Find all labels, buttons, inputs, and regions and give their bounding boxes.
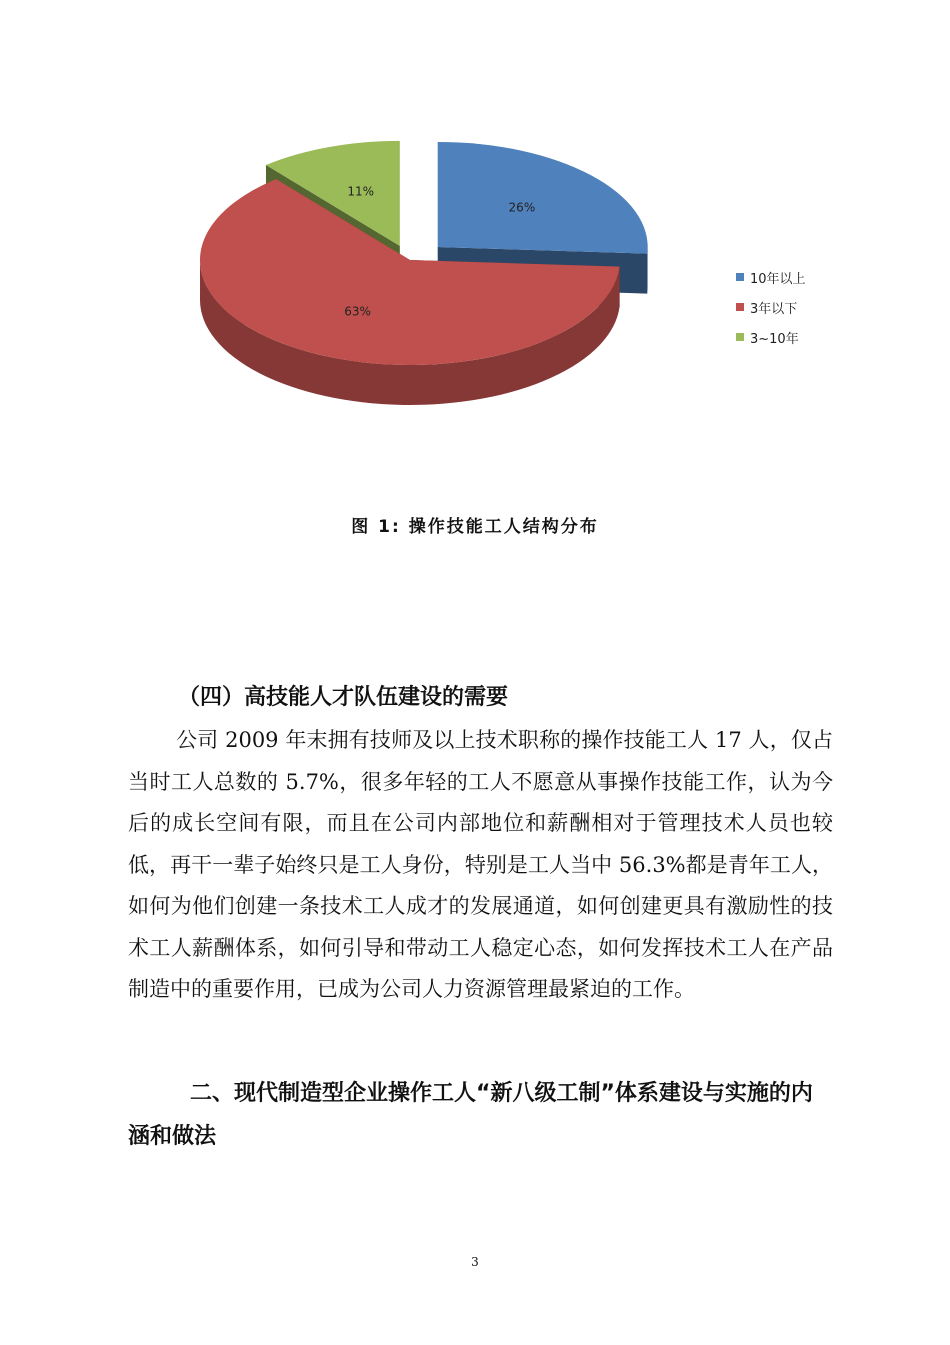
legend-swatch-red [736,303,744,311]
chart-legend [736,262,806,352]
legend-item-10plus [736,262,806,292]
legend-label: 3年以下 [750,301,798,317]
legend-label: 3~10年 [750,331,799,347]
page-number: 3 [471,1255,479,1269]
body-paragraph: 公司 2009 年末拥有技师及以上技术职称的操作技能工人 17 人，仅占当时工人总数的 5.7%，很多年轻的工人不愿意从事操作技能工作，认为今后的成长空间有限，而且在公司内部地位和薪酬相对于管理技术人员也较低，再干一辈子始终只是工人身份，特别是工人当中 56.3%都是青年工人，如何为他们创建一条技术工人成才的发展通道，如何创建更具有激励性的技术工人薪酬体系，如何引导和带动工人稳定心态，如何发挥技术工人在产品制造中的重要作用，已成为公司人力资源管理最紧迫的工作。 [128,728,833,1001]
legend-item-3to10 [736,322,806,352]
legend-item-under3 [736,292,806,322]
figure-caption: 图 1: 操作技能工人结构分布 [351,517,599,537]
chapter-heading: 二、现代制造型企业操作工人“新八级工制”体系建设与实施的内涵和做法 [128,1081,813,1149]
slice-percent-label: 26% [508,200,536,215]
pie-chart [190,140,660,440]
slice-top [438,142,648,254]
legend-label: 10年以上 [750,271,806,287]
slice-percent-label: 63% [344,304,371,319]
legend-swatch-blue [736,273,744,281]
slice-percent-label: 11% [347,184,375,199]
legend-swatch-green [736,333,744,341]
section-title: （四）高技能人才队伍建设的需要 [178,685,509,710]
